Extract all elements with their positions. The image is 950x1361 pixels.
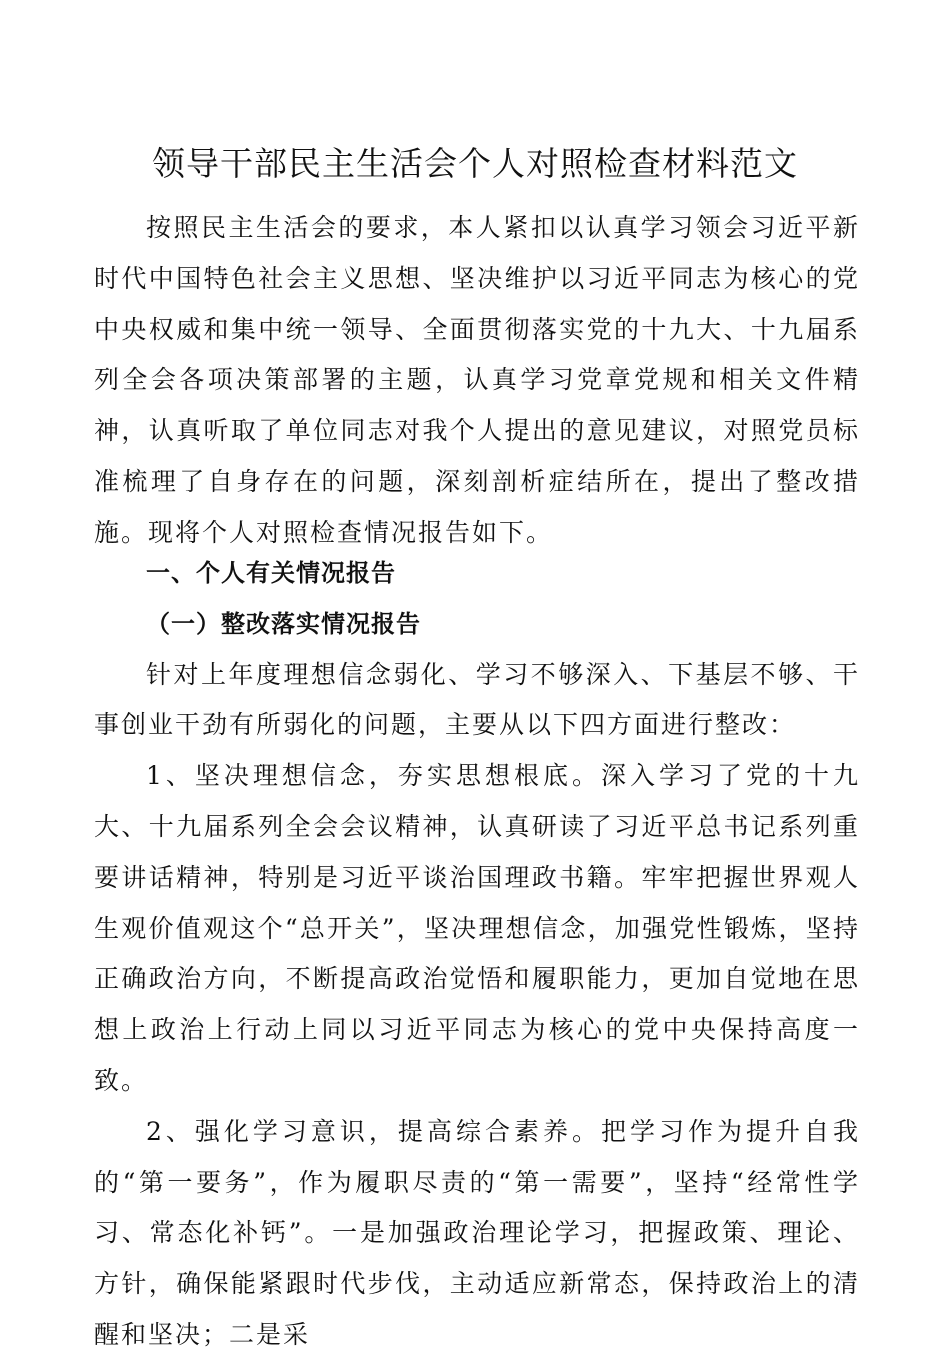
section-1-block <box>94 548 860 1361</box>
item-1-paragraph: 1、坚决理想信念，夯实思想根底。深入学习了党的十九大、十九届系列全会会议精神，认真研读了习近平总书记系列重要讲话精神，特别是习近平谈治国理政书籍。牢牢把握世界观人生观价值观这个“总开关”，坚决理想信念，加强党性锻炼，坚持正确政治方向，不断提高政治觉悟和履职能力，更加自觉地在思想上政治上行动上同以习近平同志为核心的党中央保持高度一致。 <box>94 761 860 1095</box>
item-2-paragraph: 2、强化学习意识，提高综合素养。把学习作为提升自我的“第一要务”，作为履职尽责的“第一需要”，坚持“经常性学习、常态化补钙”。一是加强政治理论学习，把握政策、理论、方针，确保能紧跟时代步伐，主动适应新常态，保持政治上的清醒和坚决；二是采 <box>94 1116 860 1349</box>
overview-paragraph: 针对上年度理想信念弱化、学习不够深入、下基层不够、干事创业干劲有所弱化的问题，主要从以下四方面进行整改： <box>94 659 860 740</box>
subsection-heading: （一）整改落实情况报告 <box>146 609 421 638</box>
document-title: 领导干部民主生活会个人对照检查材料范文 <box>152 144 798 183</box>
intro-block <box>94 203 860 559</box>
section-heading: 一、个人有关情况报告 <box>146 559 396 587</box>
intro-paragraph: 按照民主生活会的要求，本人紧扣以认真学习领会习近平新时代中国特色社会主义思想、坚决维护以习近平同志为核心的党中央权威和集中统一领导、全面贯彻落实党的十九大、十九届系列全会各项决策部署的主题，认真学习党章党规和相关文件精神，认真听取了单位同志对我个人提出的意见建议，对照党员标准梳理了自身存在的问题，深刻剖析症结所在，提出了整改措施。现将个人对照检查情况报告如下。 <box>94 213 860 547</box>
